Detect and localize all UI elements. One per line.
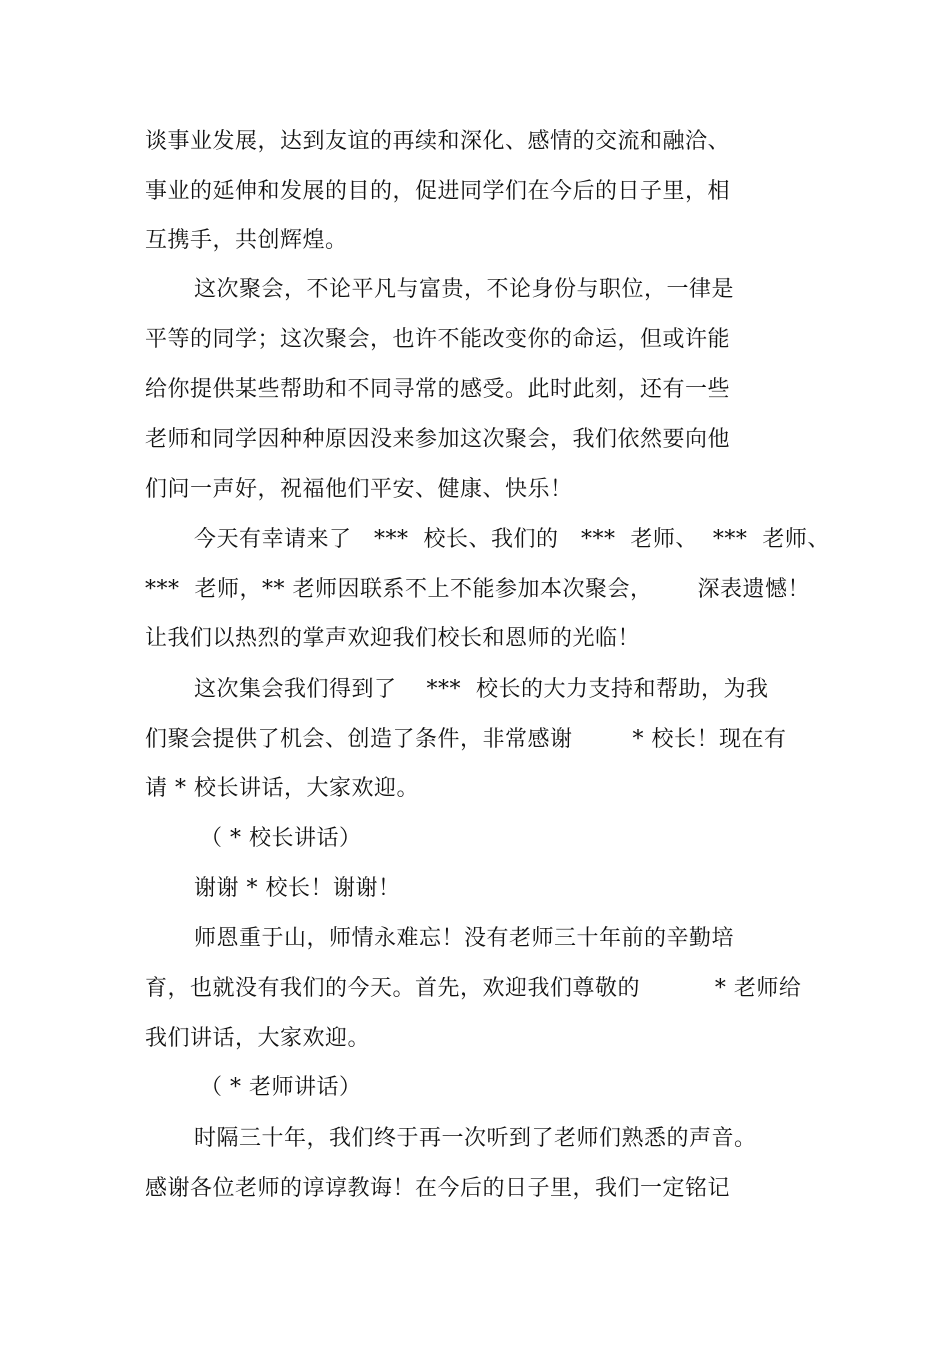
- paragraph-start-line: 时隔三十年，我们终于再一次听到了老师们熟悉的声音。: [194, 1126, 757, 1151]
- text-line: 们聚会提供了机会、创造了条件，非常感谢 * 校长！现在有: [145, 727, 787, 752]
- text-line: 们问一声好，祝福他们平安、健康、快乐！: [145, 477, 573, 502]
- stage-direction: （ * 校长讲话）: [200, 826, 362, 851]
- text-line: 感谢各位老师的谆谆教诲！在今后的日子里，我们一定铭记: [145, 1176, 731, 1201]
- text-line: 我们讲话，大家欢迎。: [145, 1026, 371, 1051]
- text-line: 平等的同学；这次聚会，也许不能改变你的命运，但或许能: [145, 327, 731, 352]
- paragraph-start-line: 这次集会我们得到了 *** 校长的大力支持和帮助，为我: [194, 677, 769, 702]
- text-line: *** 老师，** 老师因联系不上不能参加本次聚会， 深表遗憾！: [145, 577, 810, 602]
- paragraph-start-line: 谢谢 * 校长！谢谢！: [194, 876, 401, 901]
- text-line: 请 * 校长讲话，大家欢迎。: [145, 776, 419, 801]
- paragraph-start-line: 这次聚会，不论平凡与富贵，不论身份与职位，一律是: [194, 277, 735, 302]
- text-line: 育，也就没有我们的今天。首先，欢迎我们尊敬的 * 老师给: [145, 976, 802, 1001]
- text-line: 谈事业发展，达到友谊的再续和深化、感情的交流和融洽、: [145, 129, 731, 154]
- text-line: 老师和同学因种种原因没来参加这次聚会，我们依然要向他: [145, 427, 731, 452]
- text-line: 让我们以热烈的掌声欢迎我们校长和恩师的光临！: [145, 626, 641, 651]
- paragraph-start-line: 今天有幸请来了 *** 校长、我们的 *** 老师、 *** 老师、: [194, 527, 830, 552]
- stage-direction: （ * 老师讲话）: [200, 1075, 362, 1100]
- text-line: 互携手，共创辉煌。: [145, 228, 348, 253]
- paragraph-start-line: 师恩重于山，师情永难忘！没有老师三十年前的辛勤培: [194, 926, 735, 951]
- text-line: 给你提供某些帮助和不同寻常的感受。此时此刻，还有一些: [145, 377, 731, 402]
- text-line: 事业的延伸和发展的目的，促进同学们在今后的日子里，相: [145, 179, 731, 204]
